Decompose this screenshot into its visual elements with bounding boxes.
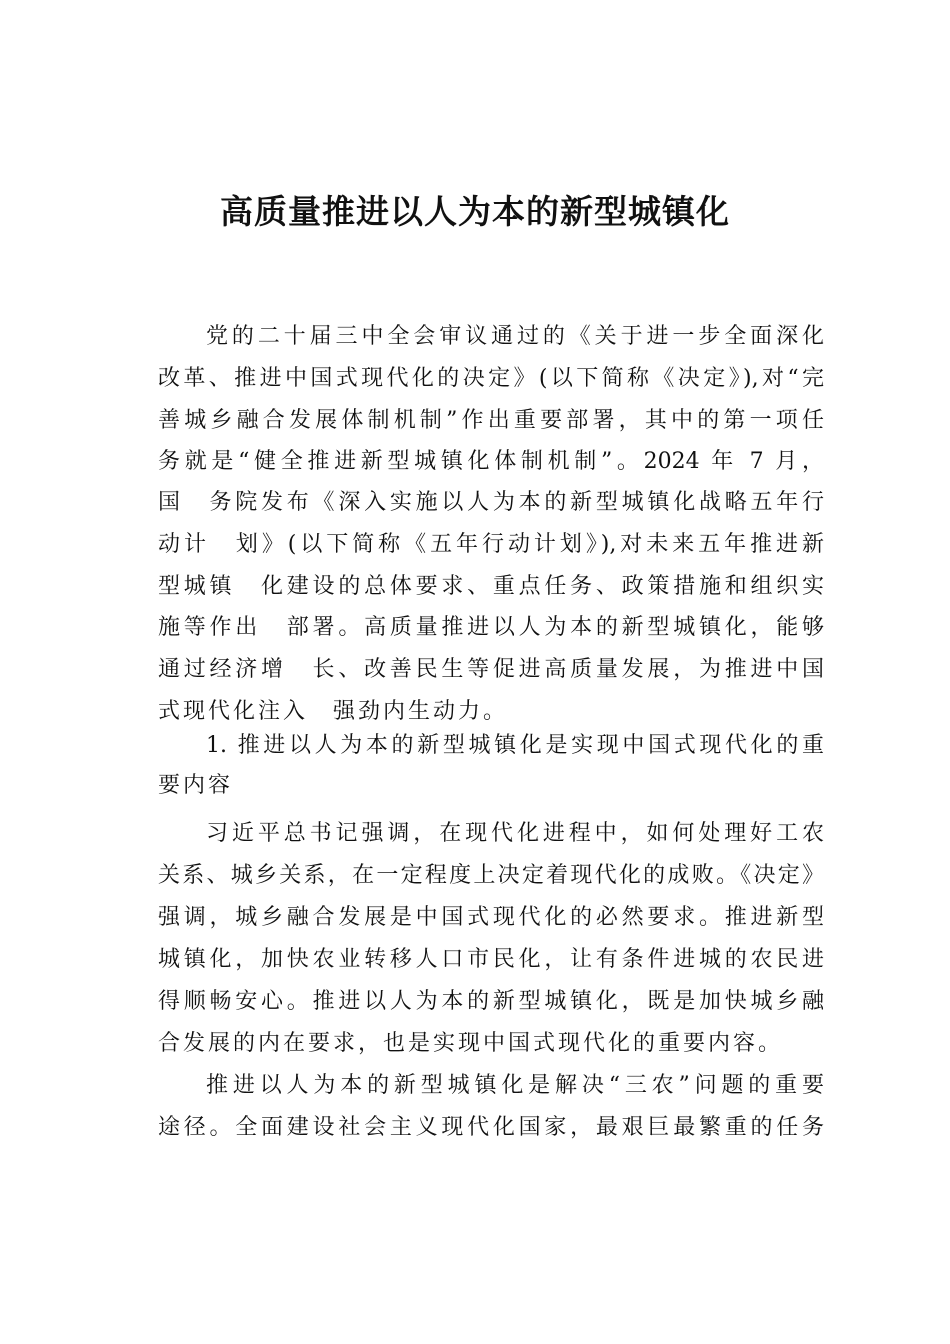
paragraph-line: 要内容 — [158, 773, 234, 798]
paragraph-line: 强调，城乡融合发展是中国式现代化的必然要求。推进新型 — [158, 905, 824, 930]
paragraph-line: 国 务院发布《深入实施以人为本的新型城镇化战略五年行 — [158, 490, 824, 515]
paragraph-line: 施等作出 部署。高质量推进以人为本的新型城镇化，能够 — [158, 615, 824, 640]
paragraph-line: 通过经济增 长、改善民生等促进高质量发展，为推进中国 — [158, 657, 824, 682]
paragraph-line: 改革、推进中国式现代化的决定》(以下简称《决定》),对“完 — [158, 366, 824, 391]
paragraph-line: 善城乡融合发展体制机制”作出重要部署，其中的第一项任 — [158, 408, 824, 433]
paragraph-line: 型城镇 化建设的总体要求、重点任务、政策措施和组织实 — [158, 574, 824, 599]
paragraph-line: 推进以人为本的新型城镇化是解决“三农”问题的重要 — [206, 1073, 824, 1098]
paragraph-line: 合发展的内在要求，也是实现中国式现代化的重要内容。 — [158, 1031, 784, 1056]
paragraph-line: 务就是“健全推进新型城镇化体制机制”。2024 年 7 月， — [158, 449, 824, 474]
paragraph-line: 习近平总书记强调，在现代化进程中，如何处理好工农 — [206, 821, 824, 846]
paragraph-line: 式现代化注入 强劲内生动力。 — [158, 699, 509, 724]
paragraph-line: 动计 划》(以下简称《五年行动计划》),对未来五年推进新 — [158, 532, 824, 557]
paragraph-line: 党的二十届三中全会审议通过的《关于进一步全面深化 — [206, 324, 824, 349]
paragraph-line: 城镇化，加快农业转移人口市民化，让有条件进城的农民进 — [158, 947, 824, 972]
paragraph-line: 得顺畅安心。推进以人为本的新型城镇化，既是加快城乡融 — [158, 989, 824, 1014]
paragraph-line: 关系、城乡关系，在一定程度上决定着现代化的成败。《决定》 — [158, 863, 824, 888]
paragraph-line: 1. 推进以人为本的新型城镇化是实现中国式现代化的重 — [206, 733, 824, 758]
document-title: 高质量推进以人为本的新型城镇化 — [220, 192, 730, 231]
paragraph-line: 途径。全面建设社会主义现代化国家，最艰巨最繁重的任务 — [158, 1115, 824, 1140]
